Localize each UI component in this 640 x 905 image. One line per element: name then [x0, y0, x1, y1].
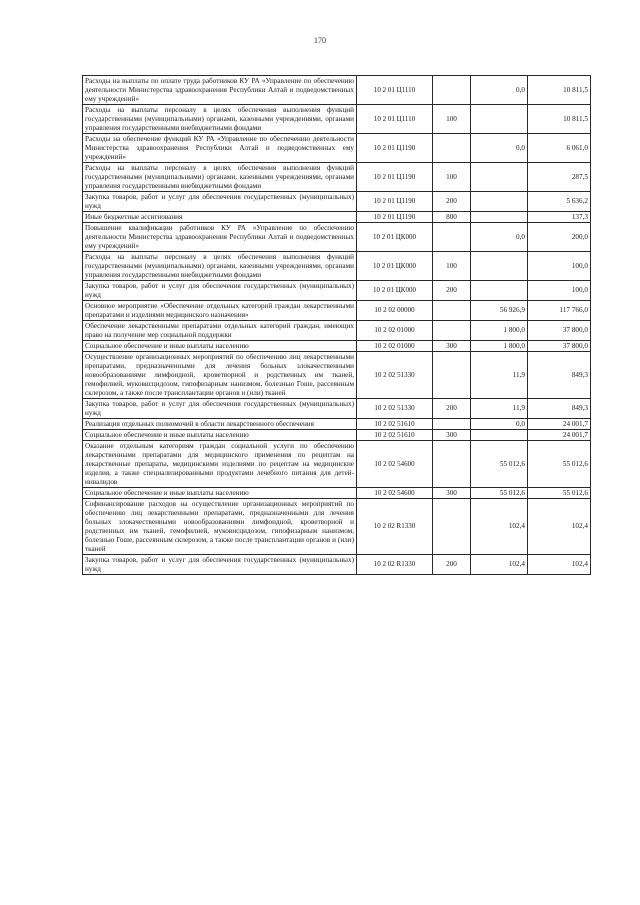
target-code-cell: 10 2 01 ЦК000 — [357, 252, 433, 281]
amount-1-cell — [471, 192, 528, 212]
expense-type-cell — [433, 321, 471, 341]
table-row — [83, 321, 591, 341]
expenditure-name-cell: Осуществление организационных мероприятий по обеспечению лиц лекарственными препаратами, предназначенными для лечения больных злокачественными новообразованиями лимфоидной, кроветворной и родственных им тканей, гемофилией, муковисцидозом, гипофизарным нанизмом, болезнью Гоше, рассеянным склерозом, а также после трансплантации органов и (или) тканей — [83, 352, 357, 399]
target-code-cell: 10 2 02 54600 — [357, 488, 433, 499]
expense-type-cell: 800 — [433, 212, 471, 223]
amount-1-cell: 11,9 — [471, 352, 528, 399]
amount-2-cell: 37 800,0 — [528, 321, 591, 341]
target-code-cell: 10 2 01 Ц1190 — [357, 192, 433, 212]
amount-1-cell: 11,9 — [471, 399, 528, 419]
expense-type-cell — [433, 223, 471, 252]
table-row — [83, 76, 591, 105]
table-row — [83, 430, 591, 441]
amount-1-cell — [471, 252, 528, 281]
expenditure-name-cell: Расходы на выплаты персоналу в целях обеспечения выполнения функций государственными (муниципальными) органами, казенными учреждениями, органами управления государственными внебюджетными фондами — [83, 252, 357, 281]
expense-type-cell — [433, 499, 471, 555]
amount-2-cell: 5 636,2 — [528, 192, 591, 212]
table-row — [83, 419, 591, 430]
target-code-cell: 10 2 02 54600 — [357, 441, 433, 488]
amount-2-cell: 24 001,7 — [528, 430, 591, 441]
amount-2-cell: 137,3 — [528, 212, 591, 223]
target-code-cell: 10 2 02 51330 — [357, 399, 433, 419]
expenditure-name-cell: Закупка товаров, работ и услуг для обеспечения государственных (муниципальных) нужд — [83, 399, 357, 419]
amount-2-cell: 287,5 — [528, 163, 591, 192]
expenditure-name-cell: Закупка товаров, работ и услуг для обеспечения государственных (муниципальных) нужд — [83, 555, 357, 575]
expenditure-name-cell: Расходы на выплаты персоналу в целях обеспечения выполнения функций государственными (муниципальными) органами, казенными учреждениями, органами управления государственными внебюджетными фондами — [83, 163, 357, 192]
amount-1-cell: 0,0 — [471, 76, 528, 105]
amount-1-cell: 0,0 — [471, 134, 528, 163]
expenditure-name-cell: Расходы на выплаты персоналу в целях обеспечения выполнения функций государственными (муниципальными) органами, казенными учреждениями, органами управления государственными внебюджетными фондами — [83, 105, 357, 134]
amount-1-cell: 56 926,9 — [471, 301, 528, 321]
amount-1-cell: 0,0 — [471, 223, 528, 252]
amount-2-cell: 6 061,0 — [528, 134, 591, 163]
target-code-cell: 10 2 02 01000 — [357, 341, 433, 352]
table-row — [83, 105, 591, 134]
expense-type-cell: 300 — [433, 341, 471, 352]
amount-2-cell: 10 811,5 — [528, 105, 591, 134]
amount-2-cell: 117 766,0 — [528, 301, 591, 321]
expenditure-name-cell: Расходы на обеспечение функций КУ РА «Управление по обеспечению деятельности Министерства здравоохранения Республики Алтай и подведомственных ему учреждений» — [83, 134, 357, 163]
expense-type-cell: 100 — [433, 252, 471, 281]
expense-type-cell — [433, 441, 471, 488]
target-code-cell: 10 2 02 51330 — [357, 352, 433, 399]
amount-2-cell: 200,0 — [528, 223, 591, 252]
table-row — [83, 281, 591, 301]
amount-1-cell: 102,4 — [471, 499, 528, 555]
page-number: 170 — [314, 36, 326, 45]
table-row — [83, 301, 591, 321]
expenditure-name-cell: Оказание отдельным категориям граждан социальной услуги по обеспечению лекарственными препаратами для медицинского применения по рецептам на лекарственные препараты, медицинскими изделиями по рецептам на медицинские изделия, а также специализированными продуктами лечебного питания для детей-инвалидов — [83, 441, 357, 488]
table-row — [83, 192, 591, 212]
amount-2-cell: 100,0 — [528, 252, 591, 281]
amount-1-cell: 0,0 — [471, 419, 528, 430]
expense-type-cell: 200 — [433, 192, 471, 212]
amount-1-cell — [471, 281, 528, 301]
expense-type-cell — [433, 301, 471, 321]
amount-2-cell: 55 012,6 — [528, 488, 591, 499]
expense-type-cell — [433, 134, 471, 163]
expenditure-name-cell: Социальное обеспечение и иные выплаты населению — [83, 430, 357, 441]
expenditure-name-cell: Софинансирование расходов на осуществление организационных мероприятий по обеспечению лиц лекарственными препаратами, предназначенными для лечения больных злокачественными новообразованиями лимфоидной, кроветворной и родственных им тканей, гемофилией, муковисцидозом, гипофизарным нанизмом, болезнью Гоше, рассеянным склерозом, а также после трансплантации органов и (или) тканей — [83, 499, 357, 555]
target-code-cell: 10 2 01 Ц1110 — [357, 105, 433, 134]
target-code-cell: 10 2 02 R1330 — [357, 499, 433, 555]
table-row — [83, 399, 591, 419]
expense-type-cell — [433, 352, 471, 399]
amount-1-cell: 55 012,6 — [471, 441, 528, 488]
target-code-cell: 10 2 02 00000 — [357, 301, 433, 321]
expense-type-cell: 200 — [433, 281, 471, 301]
amount-2-cell: 55 012,6 — [528, 441, 591, 488]
expenditure-name-cell: Повышение квалификации работников КУ РА «Управление по обеспечению деятельности Министерства здравоохранения Республики Алтай и подведомственных ему учреждений» — [83, 223, 357, 252]
amount-2-cell: 37 800,0 — [528, 341, 591, 352]
expenditure-name-cell: Обеспечение лекарственными препаратами отдельных категорий граждан, имеющих право на получение мер социальной поддержки — [83, 321, 357, 341]
target-code-cell: 10 2 02 R1330 — [357, 555, 433, 575]
expenditure-name-cell: Расходы на выплаты по оплате труда работников КУ РА «Управление по обеспечению деятельности Министерства здравоохранения Республики Алтай и подведомственных ему учреждений» — [83, 76, 357, 105]
amount-1-cell — [471, 105, 528, 134]
table-row — [83, 441, 591, 488]
amount-1-cell — [471, 163, 528, 192]
expense-type-cell: 200 — [433, 399, 471, 419]
amount-2-cell: 102,4 — [528, 555, 591, 575]
amount-1-cell: 1 800,0 — [471, 321, 528, 341]
table-row — [83, 163, 591, 192]
expense-type-cell: 100 — [433, 163, 471, 192]
expenditure-name-cell: Основное мероприятие «Обеспечение отдельных категорий граждан лекарственными препаратами и изделиями медицинского назначения» — [83, 301, 357, 321]
expenditure-name-cell: Социальное обеспечение и иные выплаты населению — [83, 488, 357, 499]
amount-2-cell: 849,3 — [528, 352, 591, 399]
expense-type-cell: 300 — [433, 488, 471, 499]
table-row — [83, 212, 591, 223]
expenditure-name-cell: Иные бюджетные ассигнования — [83, 212, 357, 223]
amount-1-cell — [471, 430, 528, 441]
budget-table-body — [83, 76, 591, 575]
target-code-cell: 10 2 01 Ц1110 — [357, 76, 433, 105]
expense-type-cell — [433, 76, 471, 105]
table-row — [83, 341, 591, 352]
amount-1-cell: 102,4 — [471, 555, 528, 575]
target-code-cell: 10 2 01 Ц1190 — [357, 163, 433, 192]
target-code-cell: 10 2 02 51610 — [357, 430, 433, 441]
amount-1-cell: 1 800,0 — [471, 341, 528, 352]
amount-2-cell: 100,0 — [528, 281, 591, 301]
amount-2-cell: 24 001,7 — [528, 419, 591, 430]
target-code-cell: 10 2 02 51610 — [357, 419, 433, 430]
target-code-cell: 10 2 01 Ц1190 — [357, 212, 433, 223]
budget-table — [82, 75, 591, 575]
table-row — [83, 252, 591, 281]
amount-2-cell: 102,4 — [528, 499, 591, 555]
expense-type-cell: 300 — [433, 430, 471, 441]
amount-1-cell — [471, 212, 528, 223]
expenditure-name-cell: Закупка товаров, работ и услуг для обеспечения государственных (муниципальных) нужд — [83, 281, 357, 301]
table-row — [83, 499, 591, 555]
target-code-cell: 10 2 01 ЦК000 — [357, 281, 433, 301]
table-row — [83, 488, 591, 499]
expenditure-name-cell: Социальное обеспечение и иные выплаты населению — [83, 341, 357, 352]
expenditure-name-cell: Закупка товаров, работ и услуг для обеспечения государственных (муниципальных) нужд — [83, 192, 357, 212]
target-code-cell: 10 2 01 Ц1190 — [357, 134, 433, 163]
table-row — [83, 555, 591, 575]
table-row — [83, 134, 591, 163]
expense-type-cell — [433, 419, 471, 430]
amount-1-cell: 55 012,6 — [471, 488, 528, 499]
amount-2-cell: 849,3 — [528, 399, 591, 419]
expense-type-cell: 100 — [433, 105, 471, 134]
expenditure-name-cell: Реализация отдельных полномочий в области лекарственного обеспечения — [83, 419, 357, 430]
table-row — [83, 352, 591, 399]
target-code-cell: 10 2 02 01000 — [357, 321, 433, 341]
target-code-cell: 10 2 01 ЦК000 — [357, 223, 433, 252]
table-row — [83, 223, 591, 252]
amount-2-cell: 10 811,5 — [528, 76, 591, 105]
expense-type-cell: 200 — [433, 555, 471, 575]
